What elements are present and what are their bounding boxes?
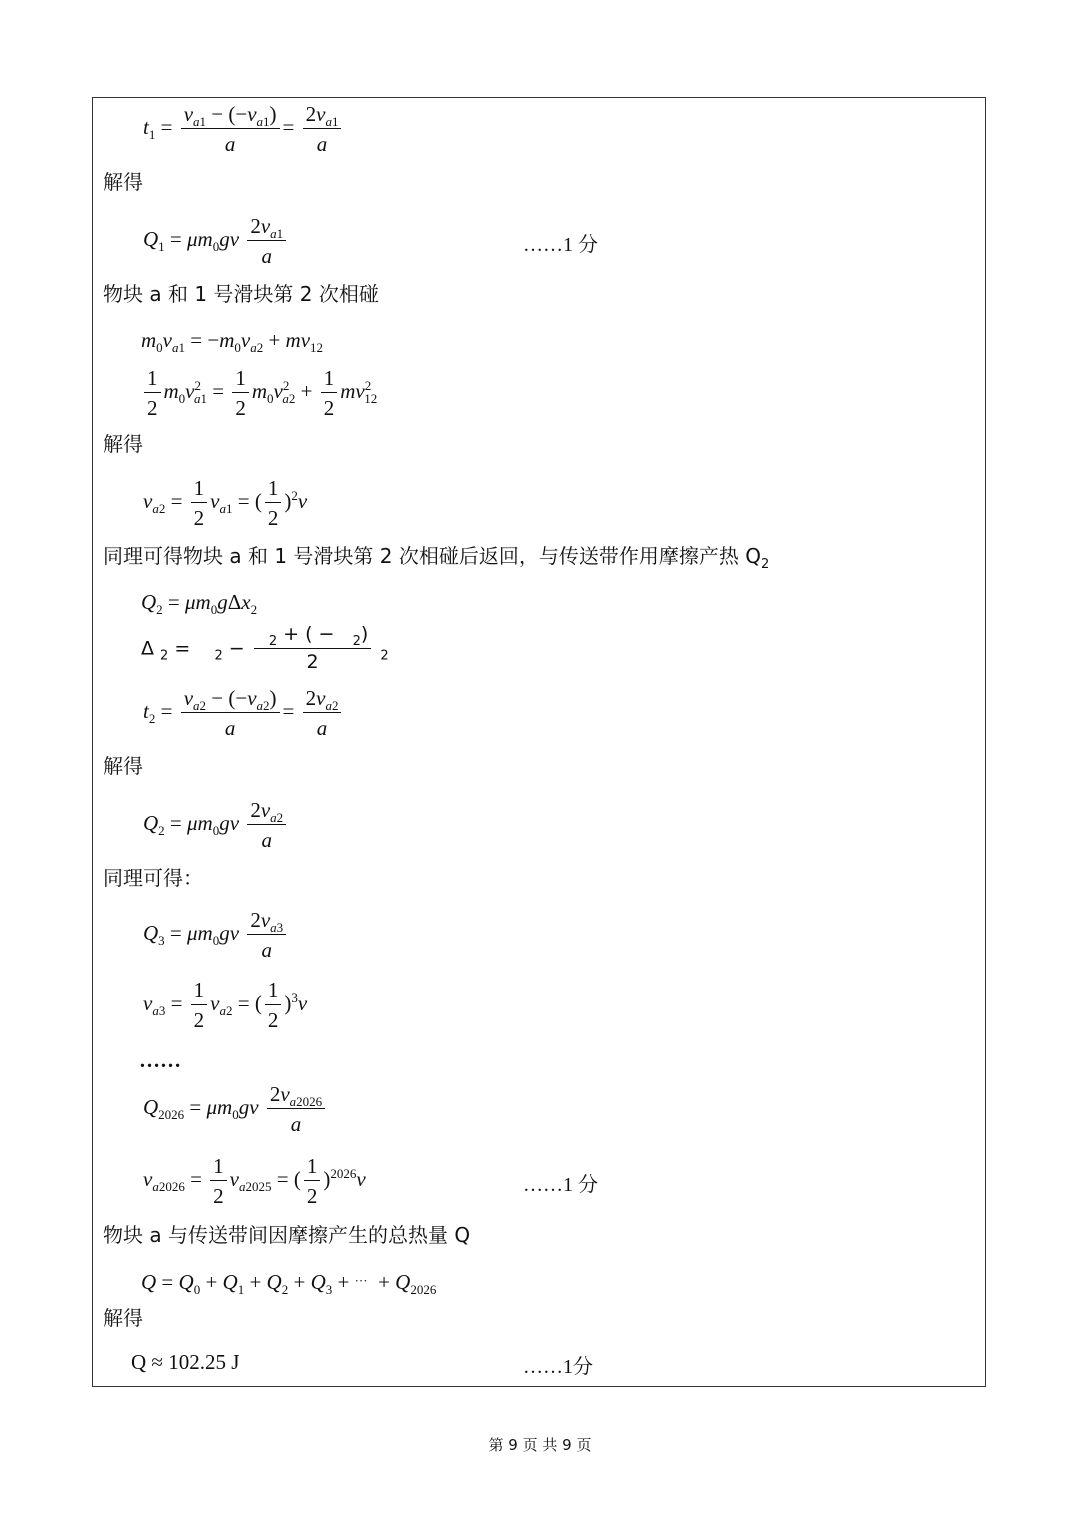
formula-t1: $t_1$ = $\frac{v_{a1} - (-v_{a1})}{a}$ = $\frac{2v_{a1}}{a}$ [143, 102, 344, 156]
formula-q-sum: $Q = Q_0 + Q_1 + Q_2 + Q_3$ + ··· + $Q_{2026}$ [141, 1270, 437, 1297]
formula-q2-friction: $Q_2 = \mu m_0g\Delta x_2$ [141, 590, 258, 617]
label-jiede-2: 解得 [103, 432, 143, 456]
label-jiede-1: 解得 [103, 170, 143, 194]
formula-energy: $\frac{1}{2}$ $m_0v^2_{a1}$ = $\frac{1}{2}$ $m_0v^2_{a2}$ + $\frac{1}{2}$ $mv^2_{12}$ [141, 366, 377, 420]
formula-delta-x2: Δ $_2$ = $_2$ − $\frac{_2 + ( - _2)}{2}$ $_2$ [141, 623, 389, 673]
label-total-heat: 物块 a 与传送带间因摩擦产生的总热量 Q [103, 1223, 471, 1247]
formula-va3: $v_{a3}$ = $\frac{1}{2}$ $v_{a2}$ = ( $\frac{1}{2}$ )$^3$v [143, 978, 308, 1033]
formula-va2026: $v_{a2026}$ = $\frac{1}{2}$ $v_{a2025}$ = ( $\frac{1}{2}$ )$^{2026}$v [143, 1154, 366, 1209]
formula-q2026: $Q_{2026} = \mu m_0gv$ $\frac{2v_{a2026}}{a}$ [143, 1082, 328, 1136]
answer-frame [92, 97, 986, 1387]
formula-q3: $Q_3 = \mu m_0gv$ $\frac{2v_{a3}}{a}$ [143, 908, 289, 962]
score-mark-3: ……1分 [523, 1356, 593, 1378]
label-similarly-q2: 同理可得物块 a 和 1 号滑块第 2 次相碰后返回，与传送带作用摩擦产热 $Q_2$ [103, 544, 770, 572]
score-mark-2: ……1 分 [523, 1174, 598, 1196]
formula-t2: $t_2$ = $\frac{v_{a2} - (-v_{a2})}{a}$ = $\frac{2v_{a2}}{a}$ [143, 686, 344, 740]
formula-q1: $Q_1 = \mu m_0gv$ $\frac{2v_{a1}}{a}$ [143, 214, 289, 268]
formula-va2: $v_{a2}$ = $\frac{1}{2}$ $v_{a1}$ = ( $\frac{1}{2}$ )$^2$v [143, 476, 308, 531]
label-jiede-3: 解得 [103, 754, 143, 778]
ellipsis: …… [139, 1048, 181, 1072]
score-mark-1: ……1 分 [523, 234, 598, 256]
formula-q2: $Q_2 = \mu m_0gv$ $\frac{2v_{a2}}{a}$ [143, 798, 289, 852]
page-number-footer: 第 9 页 共 9 页 [488, 1436, 592, 1454]
formula-momentum: $m_0v_{a1} = -m_0v_{a2} + mv_{12}$ [141, 328, 324, 355]
label-collision-2: 物块 a 和 1 号滑块第 2 次相碰 [103, 282, 379, 306]
label-similarly: 同理可得： [103, 866, 203, 890]
label-jiede-4: 解得 [103, 1306, 143, 1330]
final-result: Q ≈ 102.25 J [131, 1350, 240, 1374]
